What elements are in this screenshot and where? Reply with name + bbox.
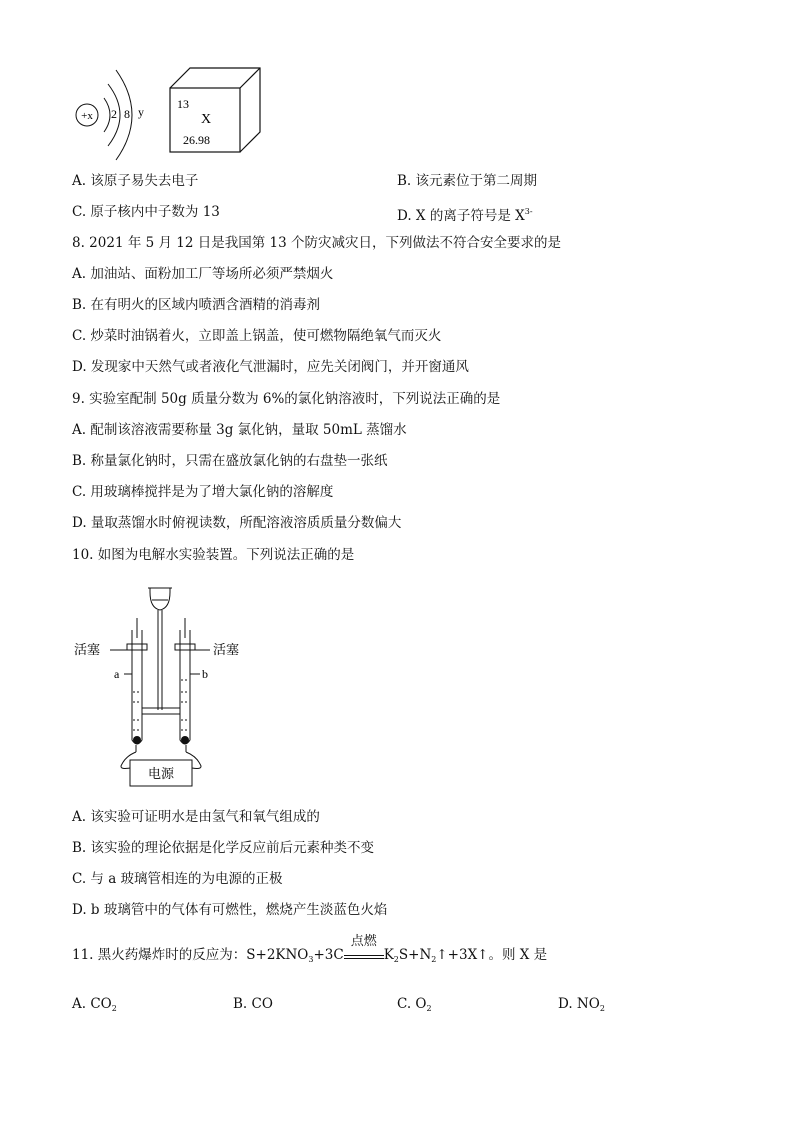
element-atomic-number: 13 [177, 97, 189, 111]
left-stopcock [127, 644, 147, 650]
q8-option-a: A. 加油站、面粉加工厂等场所必须严禁烟火 [72, 266, 334, 282]
q10-stem: 10. 如图为电解水实验装置。下列说法正确的是 [72, 547, 355, 563]
atom-structure-diagram [70, 62, 160, 162]
q8-option-c: C. 炒菜时油锅着火，立即盖上锅盖，使可燃物隔绝氧气而灭火 [72, 328, 442, 344]
element-card [165, 64, 265, 156]
reaction-arrow: 点燃 [344, 947, 384, 959]
stopcock-label-left: 活塞 [74, 643, 101, 658]
q10-option-c: C. 与 a 玻璃管相连的为电源的正极 [72, 871, 283, 887]
q10-option-d: D. b 玻璃管中的气体有可燃性，燃烧产生淡蓝色火焰 [72, 902, 388, 918]
tube-a-label: a [114, 667, 120, 681]
q11-option-c: C. $O_2$ [397, 996, 432, 1013]
nucleus-charge: +x [81, 110, 93, 122]
power-source-label: 电源 [147, 767, 175, 782]
q8-option-d: D. 发现家中天然气或者液化气泄漏时，应先关闭阀门，并开窗通风 [72, 359, 469, 375]
q9-option-d: D. 量取蒸馏水时俯视读数，所配溶液溶质质量分数偏大 [72, 515, 402, 531]
stopcock-label-right: 活塞 [213, 643, 240, 658]
shell-1-count: 2 [111, 107, 117, 121]
q7-option-a: A. 该原子易失去电子 [72, 173, 199, 189]
electrolysis-apparatus-diagram [70, 580, 250, 790]
q9-option-c: C. 用玻璃棒搅拌是为了增大氯化钠的溶解度 [72, 484, 334, 500]
tube-b [180, 630, 190, 744]
shell-3-count: y [138, 105, 144, 119]
shell-2-count: 8 [124, 107, 130, 121]
q10-option-b: B. 该实验的理论依据是化学反应前后元素种类不变 [72, 840, 375, 856]
q9-stem: 9. 实验室配制 50g 质量分数为 6%的氯化钠溶液时，下列说法正确的是 [72, 391, 501, 407]
electron-shell-1 [104, 98, 110, 132]
q7-option-d: D. X 的离子符号是 $X^{3-}$ [397, 207, 533, 224]
q8-stem: 8. 2021 年 5 月 12 日是我国第 13 个防灾减灾日，下列做法不符合安全要求的是 [72, 235, 562, 251]
element-symbol: X [201, 112, 212, 127]
q11-option-d: D. $NO_2$ [558, 996, 605, 1013]
tube-a [132, 630, 142, 744]
electrode-right [181, 736, 189, 744]
q10-option-a: A. 该实验可证明水是由氢气和氧气组成的 [72, 809, 320, 825]
water-reservoir-bulb [150, 592, 170, 610]
q7-option-c: C. 原子核内中子数为 13 [72, 204, 220, 220]
tube-b-label: b [202, 667, 208, 681]
q9-option-b: B. 称量氯化钠时，只需在盛放氯化钠的右盘垫一张纸 [72, 453, 388, 469]
q9-option-a: A. 配制该溶液需要称量 3g 氯化钠，量取 50mL 蒸馏水 [72, 422, 407, 438]
right-stopcock [175, 644, 195, 650]
q8-option-b: B. 在有明火的区域内喷洒含酒精的消毒剂 [72, 297, 321, 313]
electrode-left [133, 736, 141, 744]
q11-stem: 11. 黑火药爆炸时的反应为：$S+2KNO_3+3C$ 点燃 $K_2S+N_2↑+3X↑$。则 X 是 [72, 934, 548, 964]
q11-option-b: B. CO [233, 996, 273, 1012]
element-atomic-mass: 26.98 [183, 133, 210, 147]
q11-option-a: A. $CO_2$ [72, 996, 117, 1013]
q7-option-b: B. 该元素位于第二周期 [397, 173, 538, 189]
